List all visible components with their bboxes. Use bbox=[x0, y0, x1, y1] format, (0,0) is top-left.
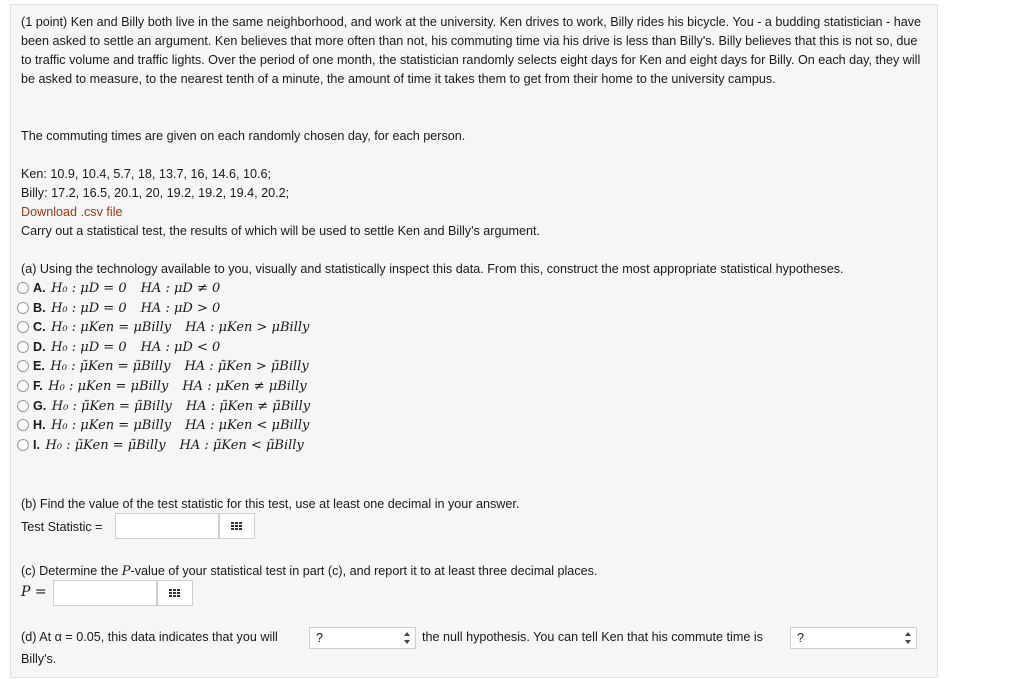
option-letter: I. bbox=[33, 437, 40, 452]
null-hypothesis: H₀ : μ̃Ken = μ̃Billy bbox=[50, 359, 171, 375]
part-d-mid: the null hypothesis. You can tell Ken that his commute time is bbox=[422, 630, 763, 644]
download-csv-link[interactable]: Download .csv file bbox=[21, 205, 123, 219]
select-arrows-icon bbox=[404, 632, 411, 644]
radio-button[interactable] bbox=[17, 439, 29, 451]
hypothesis-option[interactable] bbox=[17, 377, 307, 396]
p-value-keypad-button[interactable] bbox=[157, 580, 193, 606]
hypothesis-option[interactable] bbox=[17, 279, 220, 298]
null-hypothesis: H₀ : μ̃Ken = μ̃Billy bbox=[51, 398, 172, 414]
hypothesis-option[interactable] bbox=[17, 436, 304, 455]
problem-panel bbox=[10, 4, 938, 678]
keypad-icon bbox=[169, 589, 181, 598]
alternative-hypothesis: HA : μ̃Ken ≠ μ̃Billy bbox=[185, 398, 311, 414]
hypothesis-option[interactable] bbox=[17, 318, 309, 337]
keypad-icon bbox=[231, 522, 243, 531]
null-hypothesis: H₀ : μKen = μBilly bbox=[48, 379, 169, 394]
radio-button[interactable] bbox=[17, 302, 29, 314]
null-hypothesis: H₀ : μ̃Ken = μ̃Billy bbox=[45, 437, 166, 453]
part-a-prompt: (a) Using the technology available to you, visually and statistically inspect this data. From this, construct the most appropriate statistical hypotheses. bbox=[21, 262, 844, 276]
hypothesis-option[interactable] bbox=[17, 397, 310, 416]
radio-button[interactable] bbox=[17, 400, 29, 412]
alternative-hypothesis: HA : μKen > μBilly bbox=[185, 320, 310, 336]
radio-button[interactable] bbox=[17, 282, 29, 294]
billy-data: Billy: 17.2, 16.5, 20.1, 20, 19.2, 19.2, 19.4, 20.2; bbox=[21, 186, 290, 200]
null-hypothesis: H₀ : μKen = μBilly bbox=[51, 418, 172, 434]
part-d-pre: (d) At α = 0.05, this data indicates that you will bbox=[21, 630, 278, 644]
radio-button[interactable] bbox=[17, 321, 29, 333]
test-statistic-label: Test Statistic = bbox=[21, 520, 103, 534]
option-letter: G. bbox=[33, 398, 47, 413]
option-letter: A. bbox=[33, 281, 46, 295]
test-statistic-keypad-button[interactable] bbox=[219, 513, 255, 539]
null-hypothesis: H₀ : μKen = μBilly bbox=[51, 320, 172, 336]
option-letter: C. bbox=[33, 320, 46, 335]
option-letter: D. bbox=[33, 339, 46, 354]
alternative-hypothesis: HA : μKen ≠ μBilly bbox=[182, 379, 307, 394]
radio-button[interactable] bbox=[17, 380, 29, 392]
p-value-input[interactable] bbox=[53, 580, 157, 606]
problem-intro: (1 point) Ken and Billy both live in the same neighborhood, and work at the university. Ken drives to work, Billy rides his bicycle. You - a budding statistician - have been asked to settle an argument. Ken believes that more often than not, his commuting time via his drive is less than Billy's. Billy believes that this is not so, due to traffic volume and traffic lights. Over the period of one month, the statistician randomly selects eight days for Ken and eight days for Billy. On each day, they will be asked to measure, to the nearest tenth of a minute, the amount of time it takes them to get from their home to the university campus. bbox=[21, 15, 922, 86]
part-d-post: Billy's. bbox=[21, 652, 57, 666]
null-hypothesis: H₀ : μD = 0 bbox=[51, 281, 127, 296]
test-statistic-input[interactable] bbox=[115, 513, 219, 539]
null-hypothesis: H₀ : μD = 0 bbox=[51, 339, 127, 355]
hypothesis-option[interactable] bbox=[17, 338, 220, 357]
radio-button[interactable] bbox=[17, 341, 29, 353]
hypothesis-option[interactable] bbox=[17, 299, 220, 318]
ken-data: Ken: 10.9, 10.4, 5.7, 18, 13.7, 16, 14.6, 10.6; bbox=[21, 167, 271, 181]
option-letter: F. bbox=[33, 379, 43, 393]
commute-note: The commuting times are given on each randomly chosen day, for each person. bbox=[21, 129, 466, 143]
alternative-hypothesis: HA : μD < 0 bbox=[140, 339, 221, 355]
alternative-hypothesis: HA : μKen < μBilly bbox=[185, 418, 310, 434]
radio-button[interactable] bbox=[17, 419, 29, 431]
select-arrows-icon bbox=[905, 632, 912, 644]
alternative-hypothesis: HA : μ̃Ken < μ̃Billy bbox=[179, 437, 304, 453]
reject-decision-select[interactable]: ? bbox=[309, 627, 416, 649]
radio-button[interactable] bbox=[17, 360, 29, 372]
option-letter: E. bbox=[33, 359, 45, 374]
option-letter: H. bbox=[33, 418, 46, 433]
null-hypothesis: H₀ : μD = 0 bbox=[51, 300, 127, 316]
alternative-hypothesis: HA : μD ≠ 0 bbox=[140, 281, 221, 296]
alternative-hypothesis: HA : μD > 0 bbox=[140, 300, 221, 316]
task-text: Carry out a statistical test, the results of which will be used to settle Ken and Billy's argument. bbox=[21, 224, 540, 238]
alternative-hypothesis: HA : μ̃Ken > μ̃Billy bbox=[184, 359, 309, 375]
p-value-label: P = bbox=[21, 584, 47, 600]
commute-comparison-select[interactable]: ? bbox=[790, 627, 917, 649]
option-letter: B. bbox=[33, 300, 46, 315]
hypothesis-option[interactable] bbox=[17, 357, 309, 376]
part-c-prompt: (c) Determine the P-value of your statistical test in part (c), and report it to at least three decimal places. bbox=[21, 564, 598, 579]
hypothesis-option[interactable] bbox=[17, 416, 309, 435]
part-b-prompt: (b) Find the value of the test statistic for this test, use at least one decimal in your answer. bbox=[21, 497, 520, 511]
